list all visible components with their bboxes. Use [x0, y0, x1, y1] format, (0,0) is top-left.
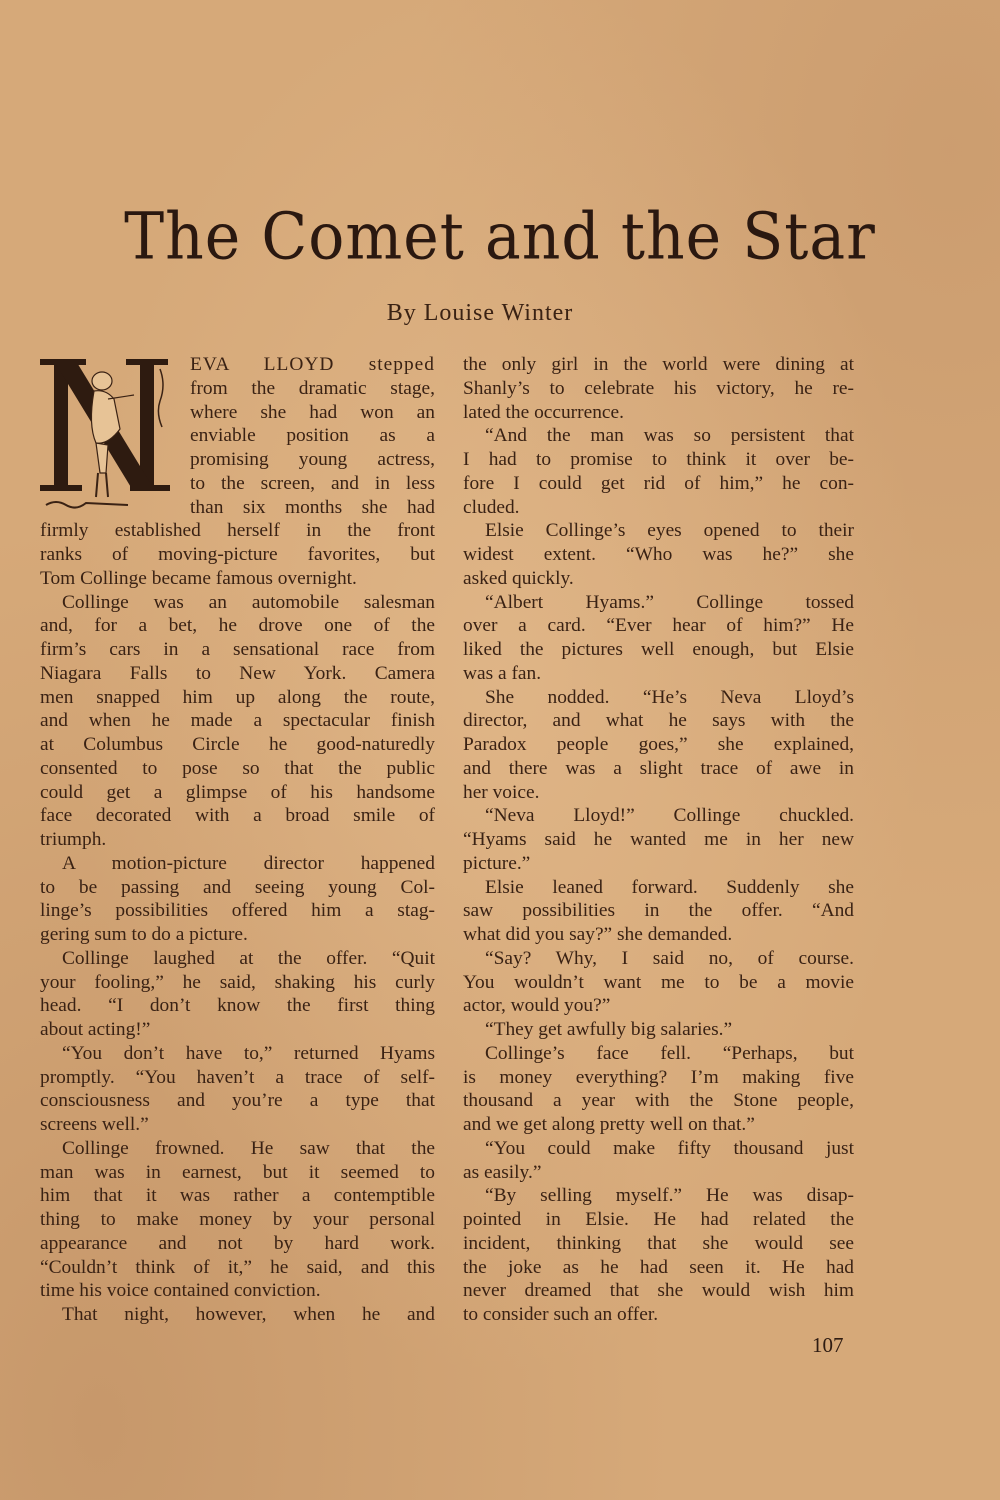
text-line: appearance and not by hard work. — [40, 1232, 435, 1254]
text-line: the only girl in the world were dining at — [463, 354, 854, 375]
text-line: Collinge frowned. He saw that the — [62, 1137, 435, 1159]
text-line: Paradox people goes,” she explained, — [463, 734, 854, 755]
text-line: head. “I don’t know the first thing — [40, 995, 435, 1017]
text-line: Shanly’s to celebrate his victory, he re- — [463, 377, 854, 399]
text-line: to the screen, and in less — [190, 472, 435, 494]
text-line: to consider such an offer. — [463, 1304, 659, 1325]
text-line: That night, however, when he and — [62, 1304, 435, 1325]
text-line: never dreamed that she would wish him — [463, 1280, 854, 1302]
text-line: Elsie leaned forward. Suddenly she — [485, 876, 854, 898]
text-line: linge’s possibilities offered him a stag- — [40, 900, 435, 922]
text-line: what did you say?” she demanded. — [463, 924, 733, 945]
text-line: saw possibilities in the offer. “And — [463, 900, 854, 922]
text-line: “And the man was so persistent that — [485, 425, 854, 447]
text-line: Elsie Collinge’s eyes opened to their — [485, 520, 854, 542]
text-line: ranks of moving-picture favorites, but — [40, 544, 435, 565]
text-line: thing to make money by your personal — [40, 1209, 435, 1230]
text-line: and there was a slight trace of awe in — [463, 757, 854, 779]
page-number: 107 — [812, 1333, 844, 1357]
text-line: to be passing and seeing young Col- — [40, 876, 435, 898]
text-line: “You don’t have to,” returned Hyams — [62, 1042, 435, 1064]
right-column-text — [463, 353, 854, 1327]
text-line: lated the occurrence. — [463, 401, 624, 423]
text-line: Tom Collinge became famous overnight. — [40, 567, 357, 589]
text-line: men snapped him up along the route, — [40, 686, 435, 708]
text-line: I had to promise to think it over be- — [463, 449, 854, 470]
drop-cap-illustration — [36, 355, 184, 515]
text-line: promising young actress, — [190, 449, 435, 470]
text-line: incident, thinking that she would see — [463, 1232, 854, 1254]
text-line: EVA LLOYD stepped — [190, 354, 435, 375]
text-line: gering sum to do a picture. — [40, 924, 248, 945]
left-column — [40, 353, 435, 1327]
text-line: Collinge laughed at the offer. “Quit — [62, 947, 435, 969]
text-line: the joke as he had seen it. He had — [463, 1256, 854, 1278]
article-byline: By Louise Winter — [386, 300, 574, 326]
text-line: director, and what he says with the — [463, 710, 854, 732]
text-line: firmly established herself in the front — [40, 520, 435, 542]
text-line: triumph. — [40, 829, 107, 850]
text-line: “Say? Why, I said no, of course. — [485, 947, 854, 969]
text-line: as easily.” — [463, 1161, 542, 1183]
text-line: fore I could get rid of him,” he con- — [463, 472, 854, 494]
text-line: “They get awfully big salaries.” — [485, 1019, 733, 1040]
text-line: “Couldn’t think of it,” he said, and this — [40, 1256, 435, 1278]
text-line: “Hyams said he wanted me in her new — [463, 829, 854, 850]
text-line: time his voice contained conviction. — [40, 1280, 321, 1302]
drop-cap-n-icon — [36, 355, 184, 515]
text-line: consented to pose so that the public — [40, 757, 435, 779]
text-line: could get a glimpse of his handsome — [40, 781, 435, 803]
text-line: “You could make fifty thousand just — [485, 1137, 854, 1159]
text-line: “Albert Hyams.” Collinge tossed — [485, 591, 854, 613]
text-line: and we get along pretty well on that.” — [463, 1114, 755, 1135]
text-line: her voice. — [463, 781, 540, 803]
text-line: asked quickly. — [463, 567, 574, 589]
text-line: firm’s cars in a sensational race from — [40, 639, 435, 660]
text-line: promptly. “You haven’t a trace of self- — [40, 1066, 435, 1088]
text-line: Collinge’s face fell. “Perhaps, but — [485, 1042, 854, 1064]
text-line: screens well.” — [40, 1114, 149, 1135]
text-line: where she had won an — [190, 401, 435, 423]
text-line: Niagara Falls to New York. Camera — [40, 662, 435, 684]
text-line: is money everything? I’m making five — [463, 1066, 854, 1088]
text-line: face decorated with a broad smile of — [40, 805, 435, 827]
text-line: man was in earnest, but it seemed to — [40, 1161, 435, 1183]
text-line: and when he made a spectacular finish — [40, 710, 435, 732]
text-line: your fooling,” he said, shaking his curly — [40, 971, 435, 993]
text-line: You wouldn’t want me to be a movie — [463, 971, 854, 993]
text-line: and, for a bet, he drove one of the — [40, 615, 435, 637]
text-line: over a card. “Ever hear of him?” He — [463, 615, 854, 637]
text-line: was a fan. — [463, 662, 542, 684]
text-line: pointed in Elsie. He had related the — [463, 1209, 854, 1230]
text-line: at Columbus Circle he good-naturedly — [40, 734, 435, 755]
text-line: about acting!” — [40, 1019, 151, 1040]
text-line: She nodded. “He’s Neva Lloyd’s — [485, 686, 854, 708]
text-line: from the dramatic stage, — [190, 377, 435, 399]
text-line: than six months she had — [190, 496, 435, 518]
text-line: “Neva Lloyd!” Collinge chuckled. — [485, 805, 854, 827]
text-line: liked the pictures well enough, but Elsie — [463, 639, 854, 660]
text-line: consciousness and you’re a type that — [40, 1090, 435, 1112]
right-column — [463, 353, 854, 1327]
text-line: “By selling myself.” He was disap- — [485, 1185, 854, 1207]
text-line: A motion-picture director happened — [62, 852, 435, 874]
article-title: The Comet and the Star — [124, 199, 876, 275]
text-line: thousand a year with the Stone people, — [463, 1090, 854, 1112]
text-line: enviable position as a — [190, 425, 435, 447]
text-line: cluded. — [463, 496, 520, 518]
text-line: him that it was rather a contemptible — [40, 1185, 435, 1207]
text-line: picture.” — [463, 852, 531, 874]
text-line: Collinge was an automobile salesman — [62, 591, 435, 613]
text-line: actor, would you?” — [463, 995, 611, 1017]
text-line: widest extent. “Who was he?” she — [463, 544, 854, 565]
